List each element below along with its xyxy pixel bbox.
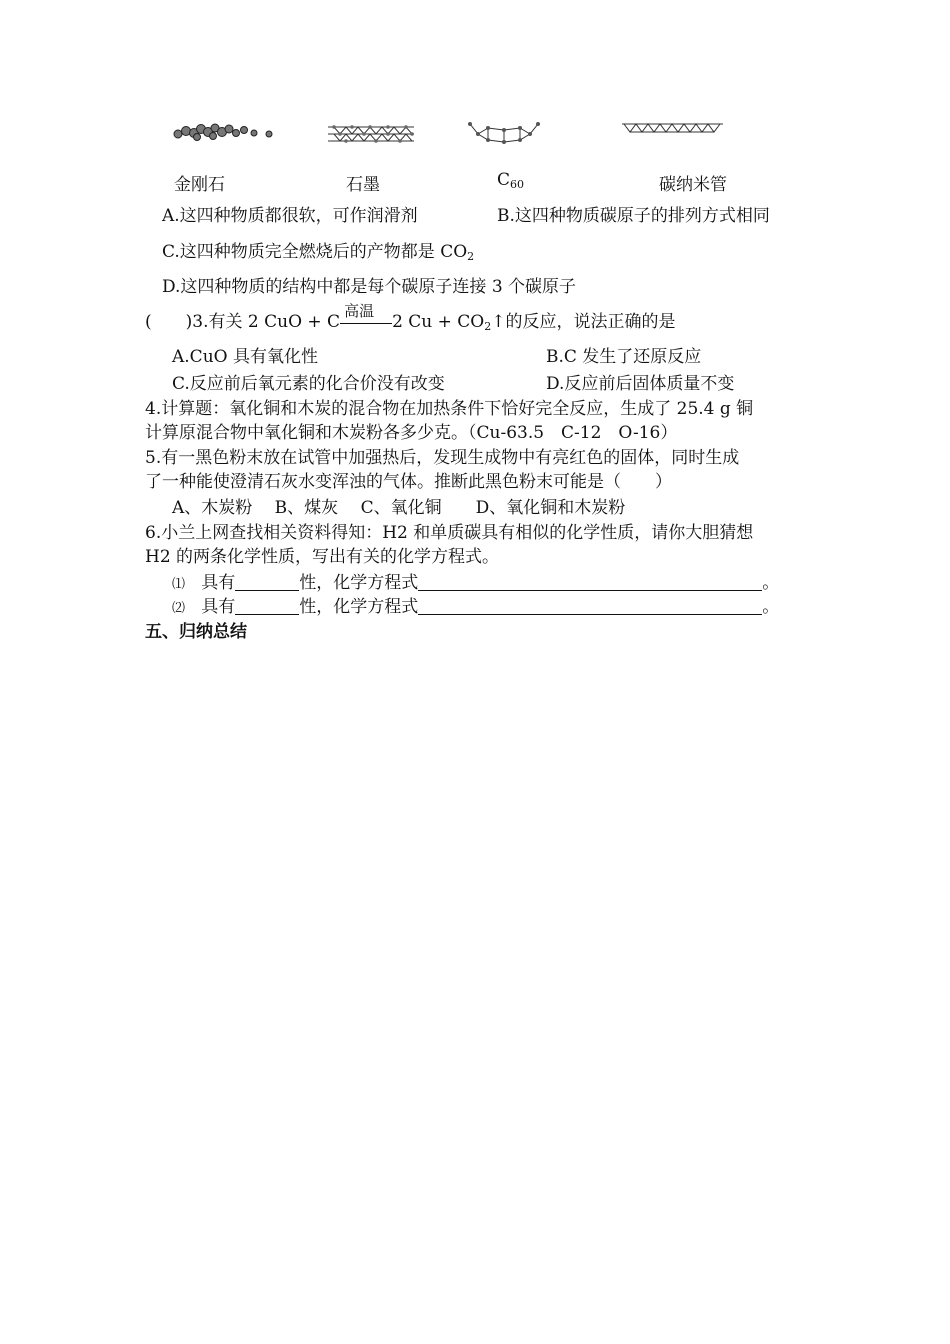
reaction-condition: 高温 — [344, 302, 375, 320]
q6-item-1-end: 。 — [762, 573, 780, 593]
diamond-structure-figure — [172, 118, 277, 148]
caption-c60 — [497, 170, 524, 191]
q6-item-1 — [172, 572, 779, 596]
q6-item-1-number: ⑴ — [172, 577, 186, 592]
q6-item-1-label-have: 具有 — [201, 573, 236, 593]
c60-structure-figure — [464, 118, 546, 148]
q3-stem-post: ↑的反应，说法正确的是 — [491, 312, 676, 332]
q3-option-d: D.反应前后固体质量不变 — [546, 374, 735, 394]
q6-item-2-number: ⑵ — [172, 601, 186, 616]
caption-c60-sub: 60 — [510, 178, 525, 191]
q6-item-1-equation-blank[interactable] — [418, 572, 762, 591]
nanotube-structure-figure — [620, 118, 725, 148]
q3-bracket: ( ) — [145, 312, 193, 332]
q6-item-2-label-prop: 性，化学方程式 — [299, 597, 419, 617]
q3-stem-mid: 2 Cu + CO — [392, 312, 485, 332]
q6-item-2-end: 。 — [762, 597, 780, 617]
q2-option-c-sub: 2 — [467, 250, 475, 263]
q6-item-2-property-blank[interactable] — [235, 596, 299, 615]
q2-option-c — [162, 241, 474, 268]
q6-item-2-label-have: 具有 — [201, 597, 236, 617]
reaction-condition-arrow — [340, 302, 392, 333]
q6-item-2 — [172, 596, 779, 620]
caption-c60-letter: C — [497, 170, 511, 190]
caption-graphite: 石墨 — [346, 175, 380, 195]
q6-line-1: 6.小兰上网查找相关资料得知：H2 和单质碳具有相似的化学性质，请你大胆猜想 — [145, 523, 754, 543]
q4-line-2: 计算原混合物中氧化铜和木炭粉各多少克。（Cu-63.5 C-12 O-16） — [145, 423, 678, 443]
q5-options: A、木炭粉 B、煤灰 C、氧化铜 D、氧化铜和木炭粉 — [172, 498, 626, 518]
q5-line-2: 了一种能使澄清石灰水变浑浊的气体。推断此黑色粉末可能是（ ） — [145, 472, 672, 492]
q3-stem-pre: 3.有关 2 CuO + C — [192, 312, 341, 332]
reaction-bar — [340, 323, 392, 324]
q6-line-2: H2 的两条化学性质，写出有关的化学方程式。 — [145, 547, 500, 567]
q2-option-a: A.这四种物质都很软，可作润滑剂 — [162, 206, 418, 226]
q5-line-1: 5.有一黑色粉末放在试管中加强热后，发现生成物中有亮红色的固体，同时生成 — [145, 448, 740, 468]
q3-option-c: C.反应前后氧元素的化合价没有改变 — [172, 374, 445, 394]
graphite-structure-figure — [324, 118, 419, 148]
section-5-heading: 五、归纳总结 — [145, 622, 247, 642]
caption-nanotube: 碳纳米管 — [659, 175, 727, 195]
q3-option-a: A.CuO 具有氧化性 — [172, 347, 318, 367]
q3-stem-sub: 2 — [484, 320, 492, 333]
q6-item-1-property-blank[interactable] — [235, 572, 299, 591]
q4-line-1: 4.计算题：氧化铜和木炭的混合物在加热条件下恰好完全反应，生成了 25.4 g 铜 — [145, 399, 754, 419]
caption-diamond: 金刚石 — [174, 175, 225, 195]
q2-option-d: D.这四种物质的结构中都是每个碳原子连接 3 个碳原子 — [162, 277, 577, 297]
q6-item-2-equation-blank[interactable] — [418, 596, 762, 615]
q2-option-c-text: C.这四种物质完全燃烧后的产物都是 CO — [162, 242, 468, 262]
q2-option-b: B.这四种物质碳原子的排列方式相同 — [497, 206, 770, 226]
q3-option-b: B.C 发生了还原反应 — [546, 347, 702, 367]
q3-stem — [145, 302, 676, 338]
q6-item-1-label-prop: 性，化学方程式 — [299, 573, 419, 593]
